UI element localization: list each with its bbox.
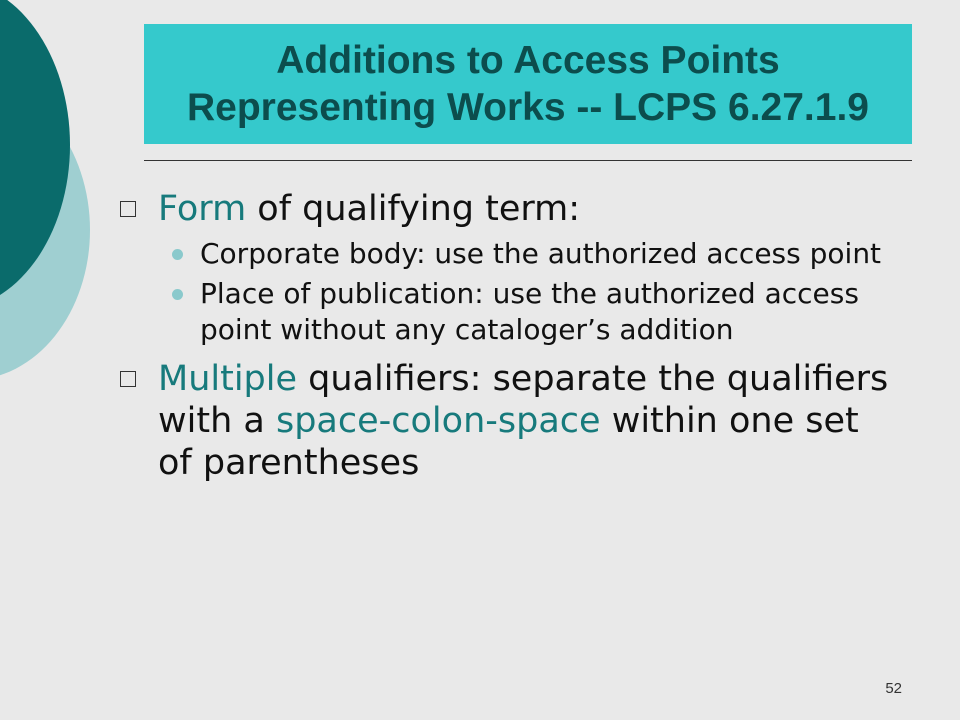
- sub-bullet-text: Corporate body: use the authorized access point: [200, 237, 882, 270]
- bullet-text: of qualifying term:: [246, 189, 581, 229]
- bullet-text-after: within one set of parentheses: [158, 401, 859, 483]
- sub-bullet-place-of-publication: [158, 276, 900, 348]
- sub-bullet-text: Place of publication: use the authorized access point without any cataloger’s addition: [200, 277, 859, 346]
- bullet-accent-multiple: Multiple: [158, 359, 298, 399]
- bullet-accent-form: Form: [158, 189, 247, 229]
- bullet-text-before: qualifiers: separate the qualifiers with a: [158, 359, 889, 441]
- bullet-accent-space-colon-space: space-colon-space: [275, 401, 601, 441]
- square-bullet-icon: [120, 201, 136, 217]
- slide-title: [144, 24, 912, 144]
- square-bullet-icon: [120, 371, 136, 387]
- page-number: 52: [885, 680, 902, 697]
- slide-body: [120, 188, 900, 484]
- slide-title-line-1: Additions to Access Points: [276, 39, 780, 82]
- dot-bullet-icon: [172, 289, 183, 300]
- slide-title-line-2: Representing Works -- LCPS 6.27.1.9: [187, 86, 869, 129]
- title-divider: [144, 160, 912, 161]
- bullet-multiple-qualifiers: [120, 358, 900, 484]
- sub-bullet-list: [158, 236, 900, 348]
- sub-bullet-corporate-body: [158, 236, 900, 272]
- dot-bullet-icon: [172, 249, 183, 260]
- bullet-form-of-qualifying-term: [120, 188, 900, 348]
